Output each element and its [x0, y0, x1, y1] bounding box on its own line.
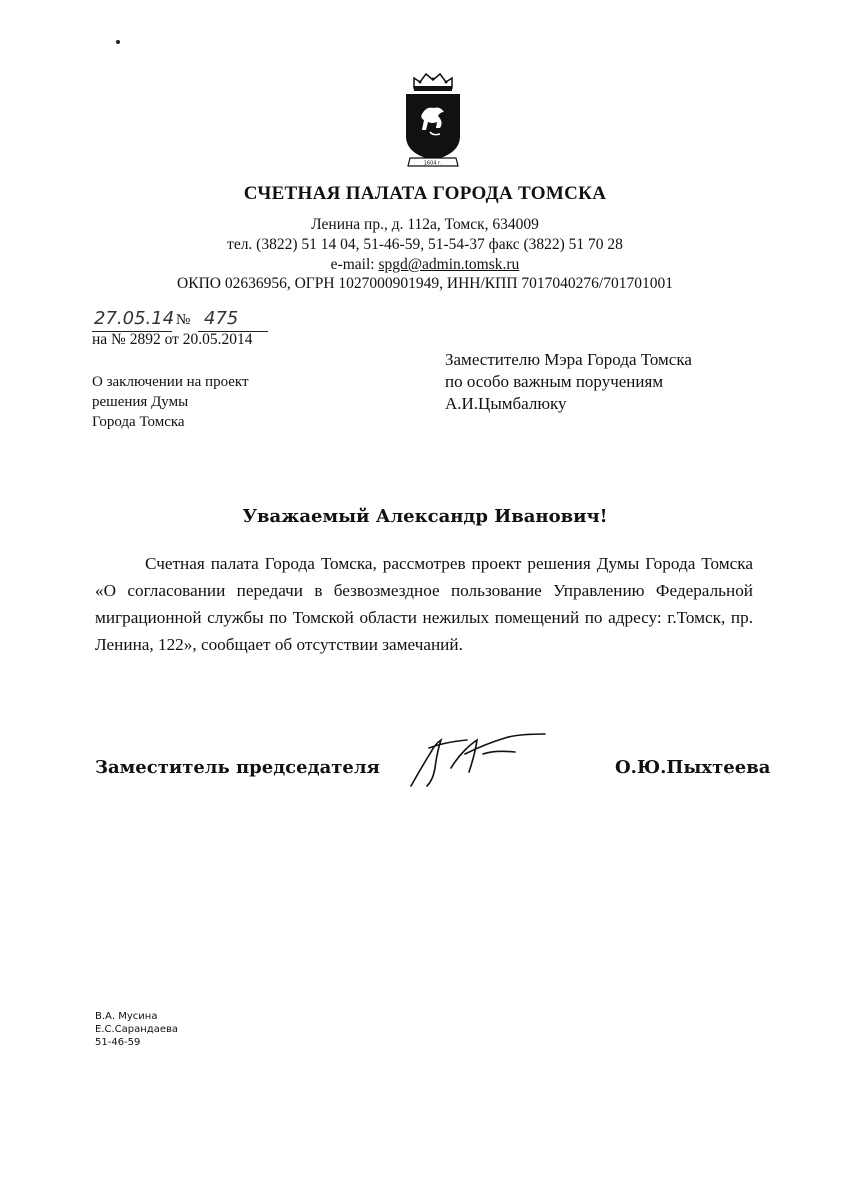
scan-speck: [116, 40, 120, 44]
letter-subject: [92, 372, 312, 432]
executor-line: 51-46-59: [95, 1037, 141, 1048]
executor-line: Е.С.Сарандаева: [95, 1024, 178, 1035]
tomsk-coat-of-arms-icon: [400, 70, 466, 170]
handwritten-signature: [405, 728, 555, 790]
org-address: Ленина пр., д. 112а, Томск, 634009: [311, 216, 539, 233]
salutation: Уважаемый Александр Иванович!: [242, 506, 608, 527]
org-registry: ОКПО 02636956, ОГРН 1027000901949, ИНН/КПП 7017040276/701701001: [177, 275, 673, 292]
org-phones: тел. (3822) 51 14 04, 51-46-59, 51-54-37 факс (3822) 51 70 28: [227, 236, 623, 253]
signatory-title: Заместитель председателя: [95, 757, 380, 778]
signatory-name: О.Ю.Пыхтеева: [615, 757, 771, 778]
letter-body: Счетная палата Города Томска, рассмотрев проект решения Думы Города Томска «О согласовании передачи в безвозмездное пользование Управлению Федеральной миграционной службы по Томской области нежилых помещений по адресу: г.Томск, пр. Ленина, 122», сообщает об отсутствии замечаний.: [95, 554, 753, 654]
reply-reference: на № 2892 от 20.05.2014: [92, 331, 253, 348]
subject-line: решения Думы: [92, 394, 189, 410]
addressee-block: [445, 349, 785, 415]
subject-line: О заключении на проект: [92, 374, 249, 390]
executor-line: В.А. Мусина: [95, 1011, 158, 1022]
org-email-line: [0, 255, 850, 274]
email-prefix: e-mail:: [330, 256, 379, 273]
addressee-line: по особо важным поручениям: [445, 372, 664, 391]
addressee-line: А.И.Цымбалюку: [445, 394, 567, 413]
executor-block: [95, 1010, 178, 1049]
outgoing-number-label: №: [176, 312, 191, 328]
org-title: СЧЕТНАЯ ПАЛАТА ГОРОДА ТОМСКА: [243, 183, 607, 204]
outgoing-number-value: 475: [204, 308, 239, 329]
email-link[interactable]: spgd@admin.tomsk.ru: [378, 256, 520, 273]
addressee-line: Заместителю Мэра Города Томска: [445, 350, 692, 369]
outgoing-date: 27.05.14: [94, 308, 175, 329]
subject-line: Города Томска: [92, 414, 185, 430]
svg-text:1604 г.: 1604 г.: [423, 160, 443, 167]
